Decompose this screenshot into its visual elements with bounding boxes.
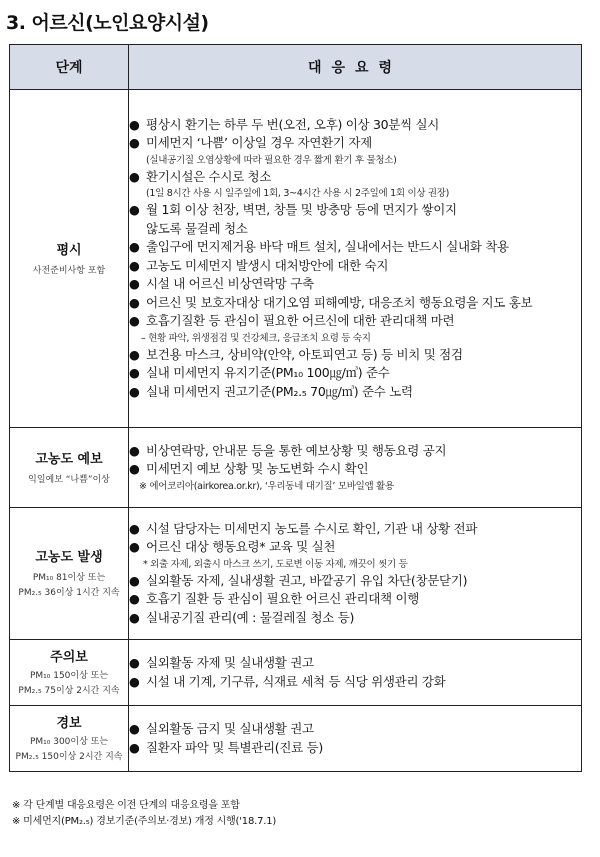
response-item: [129, 364, 581, 383]
response-note: (1일 8시간 사용 시 일주일에 1회, 3~4시간 사용 시 2주일에 1회 이상 권장): [146, 188, 450, 200]
response-item-text: 어르신 대상 행동요령* 교육 및 실천: [146, 539, 336, 555]
response-item-text: 실내 미세먼지 유지기준(PM₁₀ 100㎍/㎥) 준수: [146, 365, 390, 381]
response-item: [129, 383, 581, 402]
response-item: [129, 134, 581, 153]
stage-name: 평시: [56, 243, 82, 258]
response-item-text: 시설 담당자는 미세먼지 농도를 수시로 확인, 기관 내 상황 전파: [146, 520, 478, 536]
stage-name: 고농도 발생: [35, 550, 103, 565]
response-item-text: 실내공기질 관리(예 : 물걸레질 청소 등): [146, 609, 355, 625]
stage-cell: [10, 428, 129, 508]
bullet-icon: ●: [129, 313, 140, 329]
response-item: [129, 673, 581, 692]
response-item: [129, 346, 581, 365]
stage-cell: [10, 508, 129, 640]
bullet-icon: ●: [129, 721, 140, 736]
response-item-text: 호흡기질환 등 관심이 필요한 어르신에 대한 관리대책 마련: [146, 313, 455, 329]
stage-name: 주의보: [50, 650, 88, 665]
table-row: [10, 90, 582, 428]
response-item: [129, 275, 581, 294]
response-cell: [129, 640, 582, 706]
bullet-icon: ●: [129, 442, 140, 458]
stage-sub: 사전준비사항 포함: [32, 266, 106, 276]
bullet-icon: ●: [129, 294, 140, 310]
response-note: – 현황 파악, 위생점검 및 건강체크, 응급조치 요령 등 숙지: [141, 332, 371, 344]
response-item: [129, 116, 581, 135]
response-item-text: 실외활동 자제, 실내생활 권고, 바깥공기 유입 차단(창문닫기): [146, 572, 468, 588]
response-item-text: 평상시 환기는 하루 두 번(오전, 오후) 이상 30분씩 실시: [146, 116, 440, 132]
response-item-text: 실내 미세먼지 권고기준(PM₂.₅ 70㎍/㎥) 준수 노력: [146, 383, 413, 399]
response-item: [129, 739, 581, 758]
response-item-text: 시설 내 어르신 비상연락망 구축: [146, 276, 314, 292]
bullet-icon: ●: [129, 257, 140, 273]
bullet-icon: ●: [129, 168, 140, 184]
stage-name: 경보: [56, 716, 82, 731]
response-item: [129, 201, 581, 220]
response-item-text: 출입구에 먼지제거용 바닥 매트 설치, 실내에서는 반드시 실내화 착용: [146, 239, 509, 255]
response-cell: [129, 428, 582, 508]
response-item-text: 질환자 파악 및 특별관리(진료 등): [146, 739, 323, 755]
table-row: [10, 508, 582, 640]
response-item: [129, 460, 581, 479]
table-header-row: [10, 45, 582, 90]
stage-criteria-pm10: PM₁₀ 300이상 또는: [29, 737, 109, 747]
table-row: [10, 706, 582, 772]
bullet-icon: ●: [129, 591, 140, 607]
stage-criteria-pm25: PM₂.₅ 150이상 2시간 지속: [15, 752, 123, 762]
response-item-text: 실외활동 금지 및 실내생활 권고: [146, 721, 314, 736]
bullet-icon: ●: [129, 673, 140, 689]
table-row: [10, 640, 582, 706]
response-item-text: 어르신 및 보호자대상 대기오염 피해예방, 대응조치 행동요령을 지도 홍보: [146, 294, 533, 310]
response-item-text: 비상연락망, 안내문 등을 통한 예보상황 및 행동요령 공지: [146, 442, 447, 458]
bullet-icon: ●: [129, 539, 140, 555]
response-item-text: 호흡기 질환 등 관심이 필요한 어르신 관리대책 이행: [146, 591, 419, 607]
response-item-text: 실외활동 자제 및 실내생활 권고: [146, 655, 314, 670]
bullet-icon: ●: [129, 655, 140, 670]
response-item: [129, 238, 581, 257]
response-item: [129, 572, 581, 591]
stage-criteria-pm10: PM₁₀ 81이상 또는: [32, 573, 106, 583]
response-item-text: 미세먼지 ‘나쁨’ 이상일 경우 자연환기 자제: [146, 135, 372, 151]
stage-sub: 익일예보 “나쁨”이상: [28, 475, 110, 485]
bullet-icon: ●: [129, 276, 140, 292]
bullet-icon: ●: [129, 239, 140, 255]
bullet-icon: ●: [129, 135, 140, 151]
header-response: 대응요령: [129, 45, 582, 90]
response-item: [129, 654, 581, 673]
bullet-icon: ●: [129, 461, 140, 476]
response-note: (실내공기질 오염상황에 따라 필요한 경우 짧게 환기 후 물청소): [146, 154, 397, 166]
response-item: [129, 538, 581, 557]
response-item: [129, 257, 581, 276]
response-item: [129, 294, 581, 313]
response-cell: [129, 706, 582, 772]
stage-criteria-pm25: PM₂.₅ 75이상 2시간 지속: [18, 686, 120, 696]
response-table: [9, 44, 582, 772]
header-stage: 단계: [10, 45, 129, 90]
response-item: [129, 168, 581, 187]
stage-criteria-pm10: PM₁₀ 150이상 또는: [29, 671, 109, 681]
footer-note: ※ 각 단계별 대응요령은 이전 단계의 대응요령을 포함: [12, 800, 240, 811]
response-item: [129, 312, 581, 331]
bullet-icon: ●: [129, 383, 140, 399]
bullet-icon: ●: [129, 739, 140, 755]
response-item: [129, 520, 581, 539]
stage-cell: [10, 706, 129, 772]
bullet-icon: ●: [129, 520, 140, 536]
bullet-icon: ●: [129, 202, 140, 218]
response-item-text: 보건용 마스크, 상비약(안약, 아토피연고 등) 등 비치 및 점검: [146, 346, 463, 362]
response-item: [129, 720, 581, 739]
response-item-text: 미세먼지 예보 상황 및 농도변화 수시 확인: [146, 461, 369, 476]
response-cell: [129, 508, 582, 640]
response-cell: [129, 90, 582, 428]
table-row: [10, 428, 582, 508]
page-title: 3. 어르신(노인요양시설): [6, 12, 209, 34]
bullet-icon: ●: [129, 346, 140, 362]
stage-cell: [10, 90, 129, 428]
bullet-icon: ●: [129, 609, 140, 625]
footer-note: ※ 미세먼지(PM₂.₅) 경보기준(주의보·경보) 개정 시행('18.7.1): [12, 816, 277, 827]
response-note: * 외출 자제, 외출시 마스크 쓰기, 도로변 이동 자제, 깨끗이 씻기 등: [143, 558, 408, 570]
stage-criteria-pm25: PM₂.₅ 36이상 1시간 지속: [18, 588, 120, 598]
response-item-text: 월 1회 이상 천장, 벽면, 창틀 및 방충망 등에 먼지가 쌓이지: [146, 202, 457, 218]
response-note: ※ 에어코리아(airkorea.or.kr), ‘우리동네 대기질’ 모바일앱 활용: [139, 480, 394, 492]
response-item-continuation: 않도록 물걸레 청소: [146, 220, 248, 236]
bullet-icon: ●: [129, 365, 140, 381]
stage-name: 고농도 예보: [35, 452, 103, 467]
response-item: [129, 590, 581, 609]
response-item-text: 시설 내 기계, 기구류, 식재료 세척 등 식당 위생관리 강화: [146, 673, 446, 689]
stage-cell: [10, 640, 129, 706]
response-item-text: 환기시설은 수시로 청소: [146, 168, 272, 184]
bullet-icon: ●: [129, 572, 140, 588]
bullet-icon: ●: [129, 116, 140, 132]
response-item: [129, 442, 581, 461]
response-item-text: 고농도 미세먼지 발생시 대처방안에 대한 숙지: [146, 257, 389, 273]
response-item: [129, 609, 581, 628]
